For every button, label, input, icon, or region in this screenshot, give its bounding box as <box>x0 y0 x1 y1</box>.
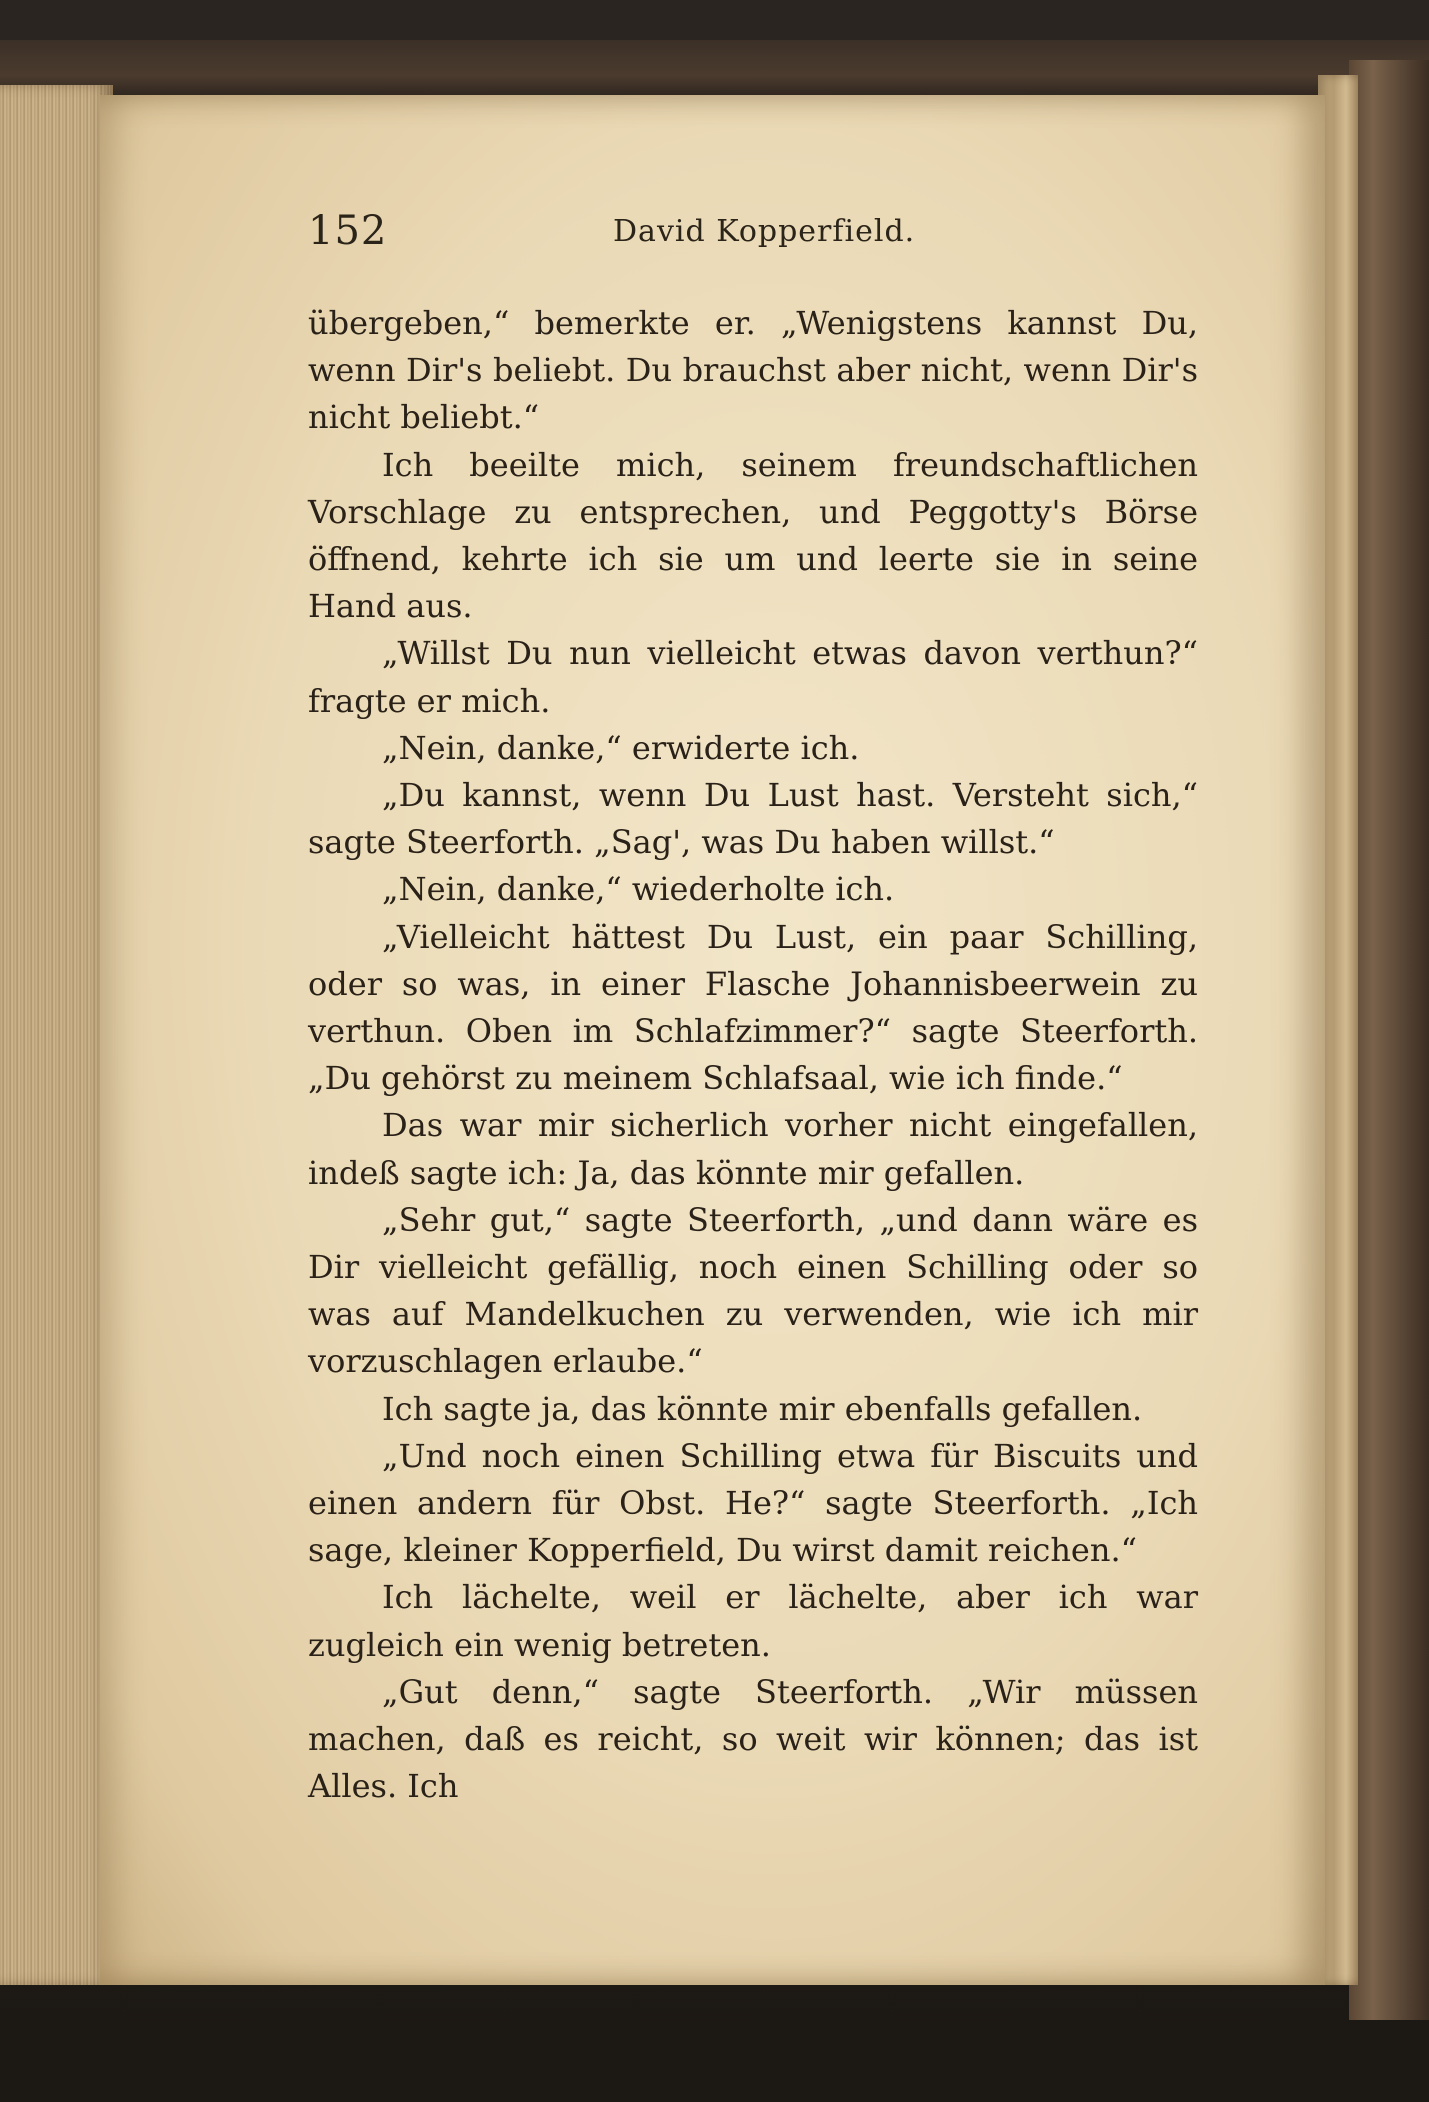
page-body-text <box>308 300 1198 1811</box>
paragraph: „Du kannst, wenn Du Lust hast. Versteht sich,“ sagte Steerforth. „Sag', was Du haben willst.“ <box>308 776 1198 862</box>
paragraph: „Und noch einen Schilling etwa für Biscuits und einen andern für Obst. He?“ sagte Steerforth. „Ich sage, kleiner Kopperfield, Du wirst damit reichen.“ <box>308 1436 1198 1570</box>
paragraph: Das war mir sicherlich vorher nicht eingefallen, indeß sagte ich: Ja, das könnte mir gefallen. <box>308 1106 1198 1192</box>
paragraph: „Willst Du nun vielleicht etwas davon verthun?“ fragte er mich. <box>308 634 1198 720</box>
paragraph: „Sehr gut,“ sagte Steerforth, „und dann wäre es Dir vielleicht gefällig, noch einen Schilling oder so was auf Mandelkuchen zu verwenden, wie ich mir vorzuschlagen erlaube.“ <box>308 1200 1198 1381</box>
page-header <box>308 208 1188 268</box>
paragraph: Ich lächelte, weil er lächelte, aber ich war zugleich ein wenig betreten. <box>308 1578 1198 1664</box>
book-cover-right <box>1349 60 1429 2020</box>
paragraph: Ich sagte ja, das könnte mir ebenfalls gefallen. <box>382 1389 1143 1428</box>
paragraph: „Nein, danke,“ wiederholte ich. <box>382 870 895 909</box>
paragraph: „Vielleicht hättest Du Lust, ein paar Schilling, oder so was, in einer Flasche Johannisbeerwein zu verthun. Oben im Schlafzimmer?“ sagte Steerforth. „Du gehörst zu meinem Schlafsaal, wie ich finde.“ <box>308 917 1198 1098</box>
book-cover-top-edge <box>0 40 1429 100</box>
paragraph: Ich beeilte mich, seinem freundschaftlichen Vorschlage zu entsprechen, und Peggotty's Börse öffnend, kehrte ich sie um und leerte sie in seine Hand aus. <box>308 445 1198 626</box>
paragraph: „Gut denn,“ sagte Steerforth. „Wir müssen machen, daß es reicht, so weit wir können; das ist Alles. Ich <box>308 1672 1198 1806</box>
paragraph: „Nein, danke,“ erwiderte ich. <box>382 728 860 767</box>
left-page-edges <box>0 85 113 1985</box>
running-title: David Kopperfield. <box>613 214 916 249</box>
page-number: 152 <box>308 208 388 254</box>
paragraph: übergeben,“ bemerkte er. „Wenigstens kannst Du, wenn Dir's beliebt. Du brauchst aber nicht, wenn Dir's nicht beliebt.“ <box>308 304 1198 437</box>
